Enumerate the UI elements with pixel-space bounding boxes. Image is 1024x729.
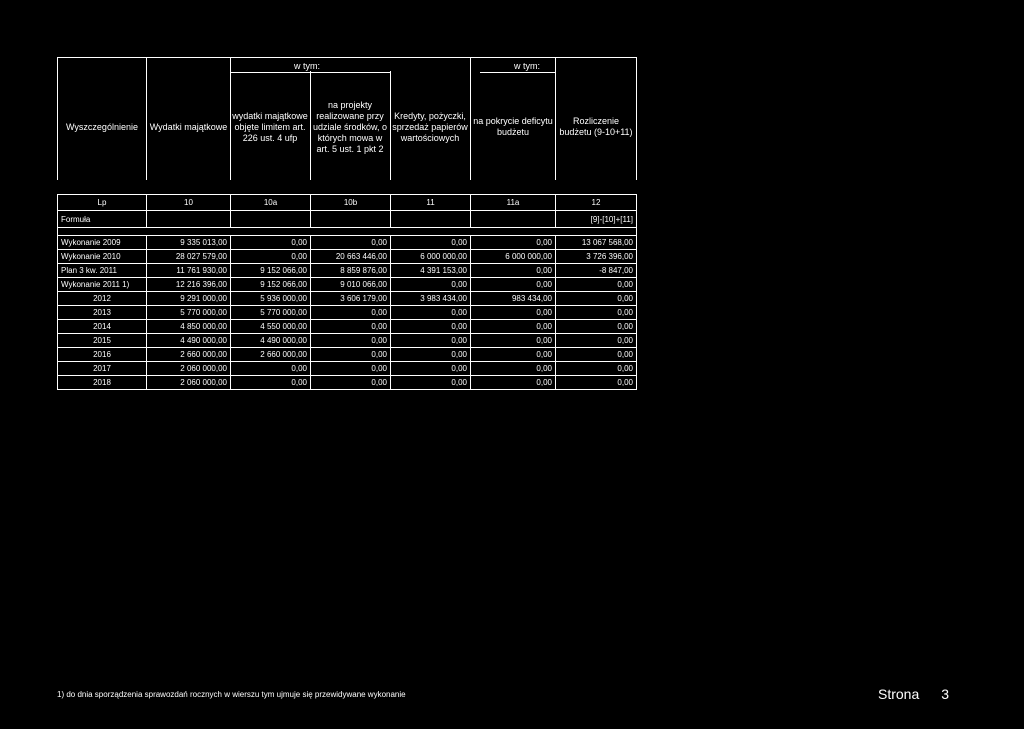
- value-cell: 28 027 579,00: [147, 250, 231, 264]
- lp-cell: 10a: [231, 195, 311, 211]
- value-cell: 11 761 930,00: [147, 264, 231, 278]
- value-cell: 3 726 396,00: [556, 250, 637, 264]
- page-num: 3: [941, 686, 950, 702]
- col-header-deficyt: na pokrycie deficytu budżetu: [473, 116, 553, 137]
- formula-cell: [231, 211, 311, 228]
- w-tym-rule-2: [480, 72, 555, 73]
- lp-cell: 12: [556, 195, 637, 211]
- value-cell: 0,00: [556, 292, 637, 306]
- w-tym-label-1: w tym:: [294, 61, 320, 71]
- value-cell: 9 291 000,00: [147, 292, 231, 306]
- value-cell: 13 067 568,00: [556, 236, 637, 250]
- value-cell: 0,00: [556, 278, 637, 292]
- value-cell: 0,00: [311, 362, 391, 376]
- value-cell: 0,00: [556, 348, 637, 362]
- col-header-projekty: na projekty realizowane przy udziale środków, o których mowa w art. 5 ust. 1 pkt 2: [312, 99, 388, 154]
- value-cell: 0,00: [311, 236, 391, 250]
- value-cell: 20 663 446,00: [311, 250, 391, 264]
- value-cell: 0,00: [391, 236, 471, 250]
- col-header-limit: wydatki majątkowe objęte limitem art. 226 ust. 4 ufp: [232, 110, 308, 143]
- lp-cell: 10: [147, 195, 231, 211]
- value-cell: 0,00: [471, 348, 556, 362]
- value-cell: 0,00: [471, 334, 556, 348]
- col-header-kredyty: Kredyty, pożyczki, sprzedaż papierów wartościowych: [392, 110, 468, 143]
- value-cell: 0,00: [391, 278, 471, 292]
- value-cell: 0,00: [391, 320, 471, 334]
- value-cell: 12 216 396,00: [147, 278, 231, 292]
- table-row: [58, 362, 637, 376]
- page-number: [878, 686, 949, 702]
- header-top-rule: [57, 57, 636, 58]
- table-row: [58, 306, 637, 320]
- value-cell: 9 152 066,00: [231, 278, 311, 292]
- value-cell: 8 859 876,00: [311, 264, 391, 278]
- row-label: Plan 3 kw. 2011: [58, 264, 147, 278]
- value-cell: 4 490 000,00: [231, 334, 311, 348]
- value-cell: 4 490 000,00: [147, 334, 231, 348]
- value-cell: 6 000 000,00: [391, 250, 471, 264]
- value-cell: 0,00: [231, 376, 311, 390]
- value-cell: 0,00: [311, 348, 391, 362]
- table-row: [58, 264, 637, 278]
- value-cell: 2 660 000,00: [147, 348, 231, 362]
- formula-row: [58, 211, 637, 228]
- value-cell: 5 936 000,00: [231, 292, 311, 306]
- value-cell: 3 983 434,00: [391, 292, 471, 306]
- value-cell: 0,00: [471, 264, 556, 278]
- table-row: [58, 236, 637, 250]
- value-cell: 0,00: [391, 306, 471, 320]
- value-cell: -8 847,00: [556, 264, 637, 278]
- value-cell: 6 000 000,00: [471, 250, 556, 264]
- formula-cell: [9]-[10]+[11]: [556, 211, 637, 228]
- row-label: 2018: [58, 376, 147, 390]
- col-header-wydatki-majatkowe: Wydatki majątkowe: [149, 121, 228, 132]
- value-cell: 9 335 013,00: [147, 236, 231, 250]
- value-cell: 5 770 000,00: [147, 306, 231, 320]
- value-cell: 0,00: [556, 376, 637, 390]
- formula-label: Formuła: [58, 211, 147, 228]
- col-header-wyszczegolnienie: Wyszczególnienie: [66, 121, 138, 132]
- value-cell: 3 606 179,00: [311, 292, 391, 306]
- row-label: Wykonanie 2010: [58, 250, 147, 264]
- col-header-rozliczenie: Rozliczenie budżetu (9-10+11): [559, 116, 633, 137]
- table-row: [58, 250, 637, 264]
- value-cell: 9 152 066,00: [231, 264, 311, 278]
- value-cell: 2 060 000,00: [147, 362, 231, 376]
- value-cell: 0,00: [556, 334, 637, 348]
- lp-cell: 11: [391, 195, 471, 211]
- w-tym-label-2: w tym:: [514, 61, 540, 71]
- lp-row: [58, 195, 637, 211]
- value-cell: 0,00: [471, 320, 556, 334]
- table-row: [58, 376, 637, 390]
- budget-table-body: [58, 195, 637, 390]
- value-cell: 0,00: [231, 362, 311, 376]
- page-label: Strona: [878, 686, 920, 702]
- row-label: 2012: [58, 292, 147, 306]
- value-cell: 9 010 066,00: [311, 278, 391, 292]
- lp-cell: 10b: [311, 195, 391, 211]
- value-cell: 0,00: [471, 306, 556, 320]
- value-cell: 0,00: [391, 334, 471, 348]
- row-label: 2015: [58, 334, 147, 348]
- value-cell: 0,00: [471, 362, 556, 376]
- value-cell: 0,00: [311, 376, 391, 390]
- value-cell: 983 434,00: [471, 292, 556, 306]
- value-cell: 2 660 000,00: [231, 348, 311, 362]
- row-label: 2017: [58, 362, 147, 376]
- spacer-row: [58, 228, 637, 236]
- value-cell: 2 060 000,00: [147, 376, 231, 390]
- table-row: [58, 334, 637, 348]
- value-cell: 0,00: [556, 306, 637, 320]
- value-cell: 0,00: [391, 376, 471, 390]
- value-cell: 0,00: [311, 306, 391, 320]
- value-cell: 0,00: [231, 250, 311, 264]
- value-cell: 0,00: [471, 376, 556, 390]
- value-cell: 4 550 000,00: [231, 320, 311, 334]
- value-cell: 0,00: [391, 362, 471, 376]
- lp-cell: Lp: [58, 195, 147, 211]
- lp-cell: 11a: [471, 195, 556, 211]
- value-cell: 0,00: [311, 334, 391, 348]
- formula-cell: [391, 211, 471, 228]
- table-row: [58, 278, 637, 292]
- value-cell: 0,00: [556, 320, 637, 334]
- row-label: 2014: [58, 320, 147, 334]
- table-row: [58, 320, 637, 334]
- value-cell: 0,00: [471, 278, 556, 292]
- row-label: 2013: [58, 306, 147, 320]
- table-row: [58, 292, 637, 306]
- table-row: [58, 348, 637, 362]
- formula-cell: [311, 211, 391, 228]
- row-label: Wykonanie 2009: [58, 236, 147, 250]
- value-cell: 4 850 000,00: [147, 320, 231, 334]
- value-cell: 0,00: [391, 348, 471, 362]
- value-cell: 5 770 000,00: [231, 306, 311, 320]
- footnote: 1) do dnia sporządzenia sprawozdań rocznych w wierszu tym ujmuje się przewidywane wykonanie: [57, 690, 406, 699]
- formula-cell: [471, 211, 556, 228]
- formula-cell: [147, 211, 231, 228]
- value-cell: 0,00: [471, 236, 556, 250]
- budget-table: [57, 194, 637, 390]
- value-cell: 0,00: [311, 320, 391, 334]
- value-cell: 4 391 153,00: [391, 264, 471, 278]
- value-cell: 0,00: [231, 236, 311, 250]
- row-label: 2016: [58, 348, 147, 362]
- value-cell: 0,00: [556, 362, 637, 376]
- row-label: Wykonanie 2011 1): [58, 278, 147, 292]
